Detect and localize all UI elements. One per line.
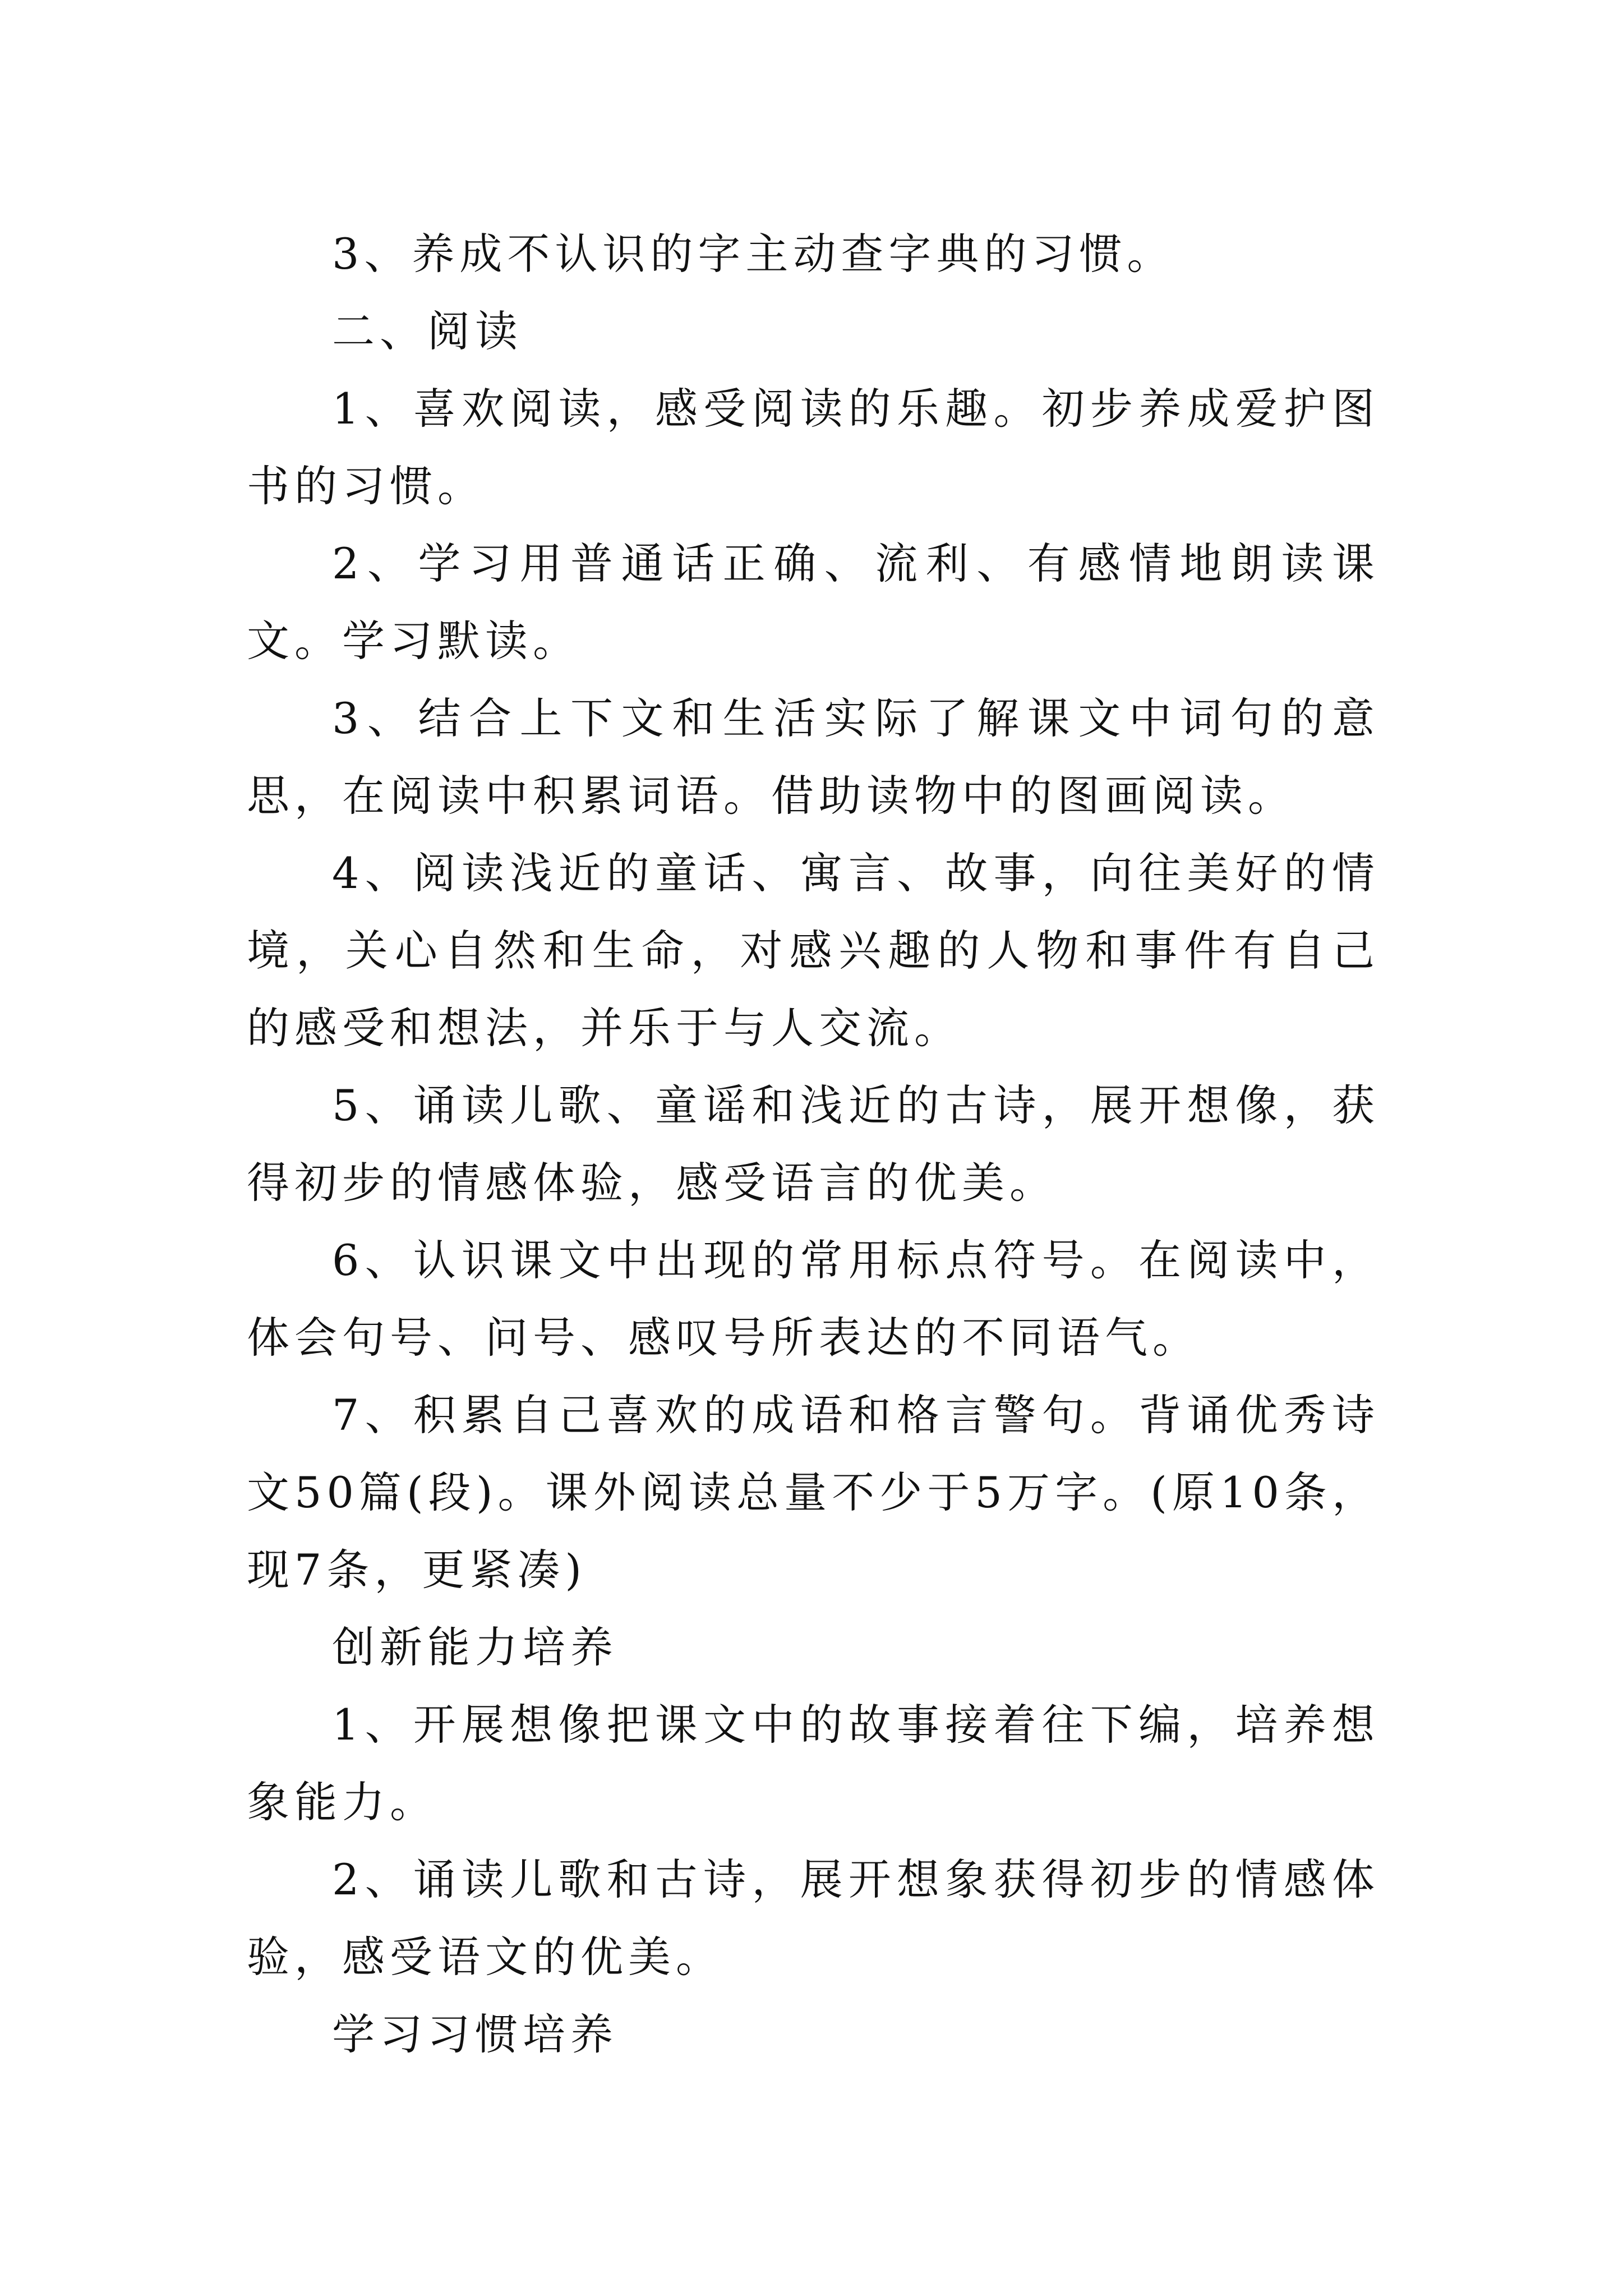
paragraph-reading-2: 2、学习用普通话正确、流利、有感情地朗读课文。学习默读。 [247, 539, 1380, 666]
section-heading-study-habits: 学习习惯培养 [332, 2009, 618, 2059]
section-heading-innovation: 创新能力培养 [332, 1622, 618, 1672]
document-body [247, 215, 1380, 2073]
section-heading-reading: 二、阅读 [332, 306, 523, 356]
paragraph-reading-5: 5、诵读儿歌、童谣和浅近的古诗，展开想像，获得初步的情感体验，感受语言的优美。 [247, 1080, 1380, 1208]
paragraph-dictionary-habit: 3、养成不认识的字主动查字典的习惯。 [332, 229, 1175, 279]
paragraph-innovation-1: 1、开展想像把课文中的故事接着往下编，培养想象能力。 [247, 1700, 1380, 1827]
paragraph-reading-4: 4、阅读浅近的童话、寓言、故事，向往美好的情境，关心自然和生命，对感兴趣的人物和事件有自己的感受和想法，并乐于与人交流。 [247, 848, 1380, 1053]
paragraph-reading-7: 7、积累自己喜欢的成语和格言警句。背诵优秀诗文50篇(段)。课外阅读总量不少于5万字。(原10条，现7条，更紧凑) [247, 1390, 1380, 1595]
paragraph-reading-6: 6、认识课文中出现的常用标点符号。在阅读中，体会句号、问号、感叹号所表达的不同语气。 [247, 1235, 1380, 1363]
paragraph-reading-1: 1、喜欢阅读，感受阅读的乐趣。初步养成爱护图书的习惯。 [247, 384, 1380, 511]
paragraph-innovation-2: 2、诵读儿歌和古诗，展开想象获得初步的情感体验，感受语文的优美。 [247, 1855, 1380, 1982]
paragraph-reading-3: 3、结合上下文和生活实际了解课文中词句的意思，在阅读中积累词语。借助读物中的图画阅读。 [247, 693, 1380, 821]
